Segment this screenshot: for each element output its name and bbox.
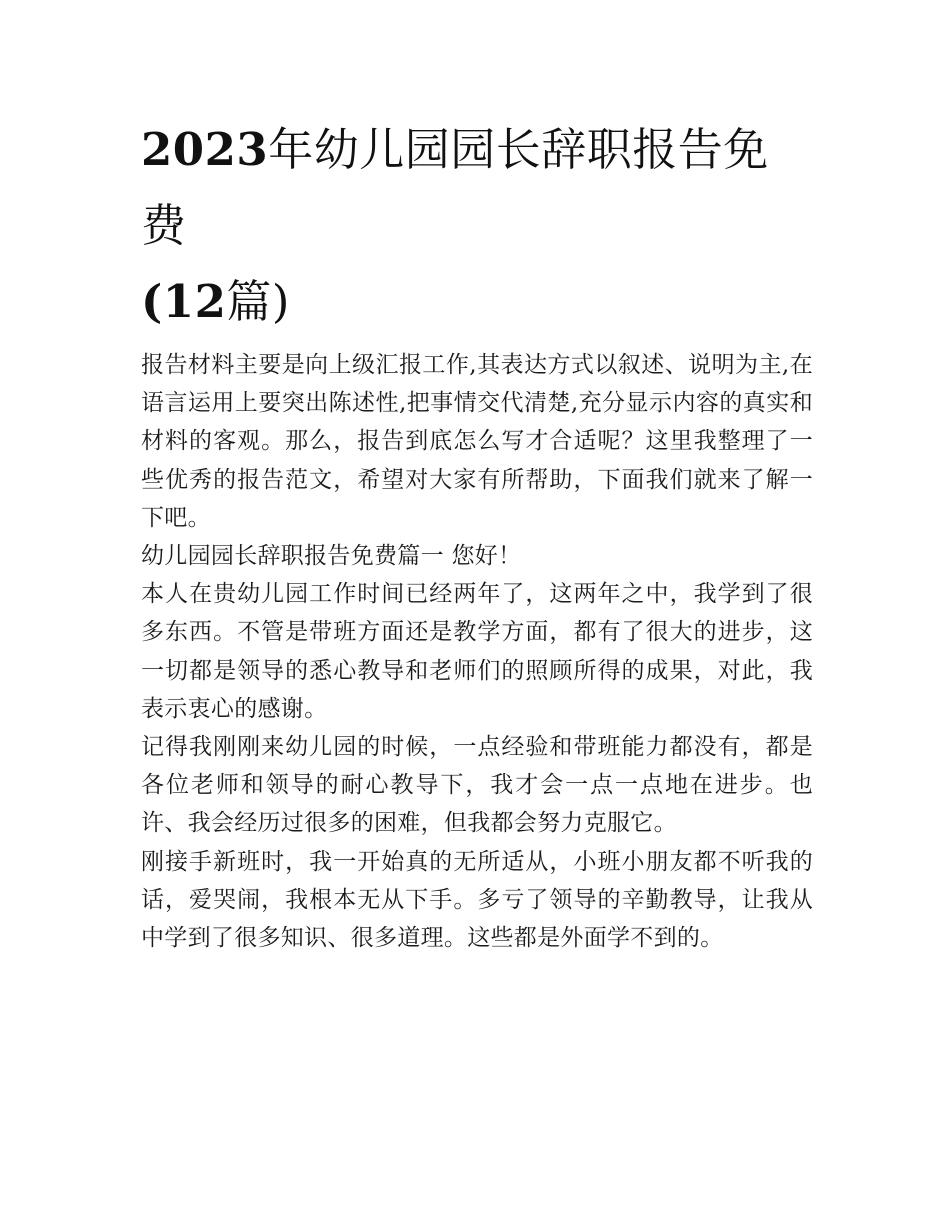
paragraph-body-1: 本人在贵幼儿园工作时间已经两年了，这两年之中，我学到了很多东西。不管是带班方面还是教学方面，都有了很大的进步，这一切都是领导的悉心教导和老师们的照顾所得的成果，对此，我表示衷心的感谢。 (141, 581, 813, 722)
paragraph-section-heading: 幼儿园园长辞职报告免费篇一 您好！ (141, 543, 522, 570)
paragraph-body-3: 刚接手新班时，我一开始真的无所适从，小班小朋友都不听我的话，爱哭闹，我根本无从下手。多亏了领导的辛勤教导，让我从中学到了很多知识、很多道理。这些都是外面学不到的。 (141, 848, 813, 952)
title-count: (12 (141, 275, 227, 328)
paragraph-intro: 报告材料主要是向上级汇报工作,其表达方式以叙述、说明为主,在语言运用上要突出陈述性,把事情交代清楚,充分显示内容的真实和材料的客观。那么，报告到底怎么写才合适呢？这里我整理了一些优秀的报告范文，希望对大家有所帮助，下面我们就来了解一下吧。 (141, 352, 813, 531)
document-page (141, 112, 813, 957)
document-title (141, 112, 813, 340)
title-count-suffix: 篇) (226, 275, 290, 328)
title-main: 年幼儿园园长辞职报告免费 (141, 123, 769, 252)
title-year: 2023 (141, 123, 269, 176)
paragraph-body-2: 记得我刚刚来幼儿园的时候，一点经验和带班能力都没有，都是各位老师和领导的耐心教导下，我才会一点一点地在进步。也许、我会经历过很多的困难，但我都会努力克服它。 (141, 734, 813, 837)
